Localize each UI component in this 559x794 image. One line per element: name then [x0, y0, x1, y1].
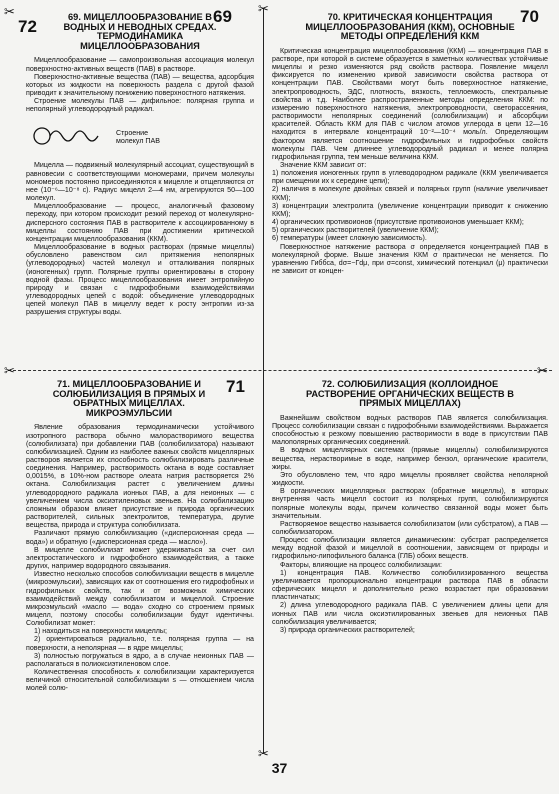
list-item: 1) положения ионогенных групп в углеводородном радикале (ККМ увеличивается при смещении их к середине цепи);: [272, 169, 548, 186]
section-title: 70. КРИТИЧЕСКАЯ КОНЦЕНТРАЦИЯ МИЦЕЛЛООБРАЗОВАНИЯ (ККМ), ОСНОВНЫЕ МЕТОДЫ ОПРЕДЕЛЕНИЯ ККМ: [305, 12, 515, 42]
paragraph: Критическая концентрация мицеллообразования (ККМ) — концентрация ПАВ в растворе, при которой в системе образуется в заметных количествах устойчивые мицеллы и резко изменяются ряд свойств раствора. Появление мицелл фиксируется по изменению кривой зависимости свойства раствора от концентрации ПАВ. Свойствами могут быть поверхностное натяжение, электропроводность, ЭДС, плотность, вязкость, теплоемкость, спектральные свойства и т.д. Наиболее распространенные методы определения ККМ: по измерению поверхностного натяжения, электропроводности, светорассеяния, растворимости неполярных соединений (солюбилизации) и абсорбции красителей. Область ККМ для ПАВ с числом атомов углерода в цепи 12—16 находится в интервале концентраций 10⁻²—10⁻⁴ моль/л. Определяющим фактором является соотношение гидрофильных и гидрофобных свойств молекулы ПАВ. Чем длиннее углеводородный радикал и менее полярна гидрофильная группа, тем меньше величина ККМ.: [272, 46, 548, 161]
ticket-number: 70: [520, 7, 539, 26]
diagram-label: Строение молекул ПАВ: [116, 129, 160, 146]
list-item: 4) органических противоионов (присутствие противоионов уменьшает ККМ);: [272, 218, 524, 227]
section-70: [272, 13, 548, 275]
section-title: 71. МИЦЕЛЛООБРАЗОВАНИЕ И СОЛЮБИЛИЗАЦИЯ В ПРЯМЫХ И ОБРАТНЫХ МИЦЕЛЛАХ. МИКРОЭМУЛЬСИИ: [52, 379, 206, 418]
paragraph: Факторы, влияющие на процесс солюбилизации:: [280, 560, 442, 569]
scissors-icon: ✂: [4, 4, 15, 19]
list-item: 3) полностью погружаться в ядро, а в случае неионных ПАВ — располагаться в полиоксиэтиленовом слое.: [26, 651, 254, 668]
paragraph: Мицеллообразование — самопроизвольная ассоциация молекул поверхностно-активных веществ (ПАВ) в растворе.: [26, 56, 254, 73]
scissors-icon: ✂: [4, 363, 15, 378]
scissors-icon: ✂: [258, 1, 269, 16]
page-number: 37: [271, 760, 288, 776]
paragraph: В водных мицеллярных системах (прямые мицеллы) солюбилизируются вещества, нерастворимые в воде, например бензол, органические красители, жиры.: [272, 446, 548, 471]
ticket-number: 69: [213, 7, 232, 26]
surfactant-molecule-icon: [32, 119, 107, 153]
section-72: [272, 380, 548, 634]
ticket-number: 72: [18, 17, 37, 36]
list-item: 6) температуры (имеет сложную зависимость).: [272, 234, 427, 243]
paragraph: Растворяемое вещество называется солюбилизатом (или субстратом), а ПАВ — солюбилизатором.: [272, 519, 548, 536]
paragraph: Мицелла — подвижный молекулярный ассоциат, существующий в равновесии с соответствующими мономерами, причем молекулы мономеров постоянно присоединяются к мицелле и отщепляются от нее (10⁻⁶—10⁻⁸ с). Радиус мицелл 2—4 нм, агрегируются 50—100 молекул.: [26, 161, 254, 203]
list-item: 3) природа органических растворителей;: [280, 625, 415, 634]
scissors-icon: ✂: [258, 746, 269, 761]
paragraph: Важнейшим свойством водных растворов ПАВ является солюбилизация. Процесс солюбилизации связан с гидрофобными взаимодействиями. Выражается способностью к резкому повышению растворимости в воде в присутствии ПАВ малополярных органических соединений.: [272, 413, 548, 447]
section-title: 69. МИЦЕЛЛООБРАЗОВАНИЕ В ВОДНЫХ И НЕВОДНЫХ СРЕДАХ. ТЕРМОДИНАМИКА МИЦЕЛЛООБРАЗОВАНИЯ: [63, 12, 217, 51]
ticket-number: 71: [226, 377, 245, 396]
paragraph: Процесс солюбилизации является динамическим: субстрат распределяется между водной фазой и мицеллой в соотношении, зависящем от природы и гидрофильно-липофильного баланса (ГЛБ) обоих веществ.: [272, 536, 548, 561]
paragraph: Это обусловлено тем, что ядро мицеллы проявляет свойства неполярной жидкости.: [272, 470, 548, 488]
paragraph: Различают прямую солюбилизацию («дисперсионная среда — вода») и обратную («дисперсионная среда — масло»).: [26, 529, 254, 546]
paragraph: Строение молекулы ПАВ — дифильное: полярная группа и неполярный углеводородный радикал.: [26, 97, 254, 114]
paragraph: Мицеллообразование в водных растворах (прямые мицеллы) обусловлено равенством сил притяжения неполярных (углеводородных) частей молекул и отталкивания полярных (ионогенных) групп. Полярные группы ориентированы в сторону водной фазы. Процесс мицеллообразования имеет энтропийную природу и связан с гидрофобными взаимодействиями углеводородных цепей с водой: объединение углеводородных цепей молекул ПАВ в мицеллу ведет к росту энтропии из-за разрушения структуры воды.: [26, 243, 254, 317]
section-divider: [8, 370, 552, 371]
list-item: 1) находиться на поверхности мицеллы;: [34, 627, 167, 636]
paragraph: В органических мицеллярных растворах (обратные мицеллы), в которых внутренняя часть мицелл состоит из полярных групп, солюбилизируются полярные молекулы воды, причем количество связанной воды может быть значительным.: [272, 487, 548, 520]
section-title: 72. СОЛЮБИЛИЗАЦИЯ (КОЛЛОИДНОЕ РАСТВОРЕНИЕ ОРГАНИЧЕСКИХ ВЕЩЕСТВ В ПРЯМЫХ МИЦЕЛЛАХ): [306, 379, 514, 409]
surfactant-molecule-diagram: [26, 117, 254, 157]
paragraph: Количественная способность к солюбилизации характеризуется величиной относительной солюбилизации s — отношением числа молей солю-: [26, 668, 254, 693]
scissors-icon: ✂: [537, 363, 548, 378]
list-item: 5) органических растворителей (увеличение ККМ);: [272, 226, 439, 235]
section-69: [26, 13, 254, 316]
paragraph: Мицеллообразование — процесс, аналогичный фазовому переходу, при котором происходит резкий переход от молекулярно-дисперсного состояния ПАВ в растворителе к ассоциированному в мицеллы состоянию ПАВ при достижении критической концентрации мицеллообразования (ККМ).: [26, 202, 254, 243]
column-divider: [263, 8, 264, 753]
list-item: 1) концентрация ПАВ. Количество солюбилизированного вещества увеличивается пропорционально концентрации раствора ПАВ в области сферических мицелл и дополнительно резко возрастает при образовании пластинчатых;: [272, 568, 548, 602]
paragraph: Известно несколько способов солюбилизации веществ в мицелле (микроэмульсии), зависящих как от соотношения его гидрофобных и гидрофильных свойств, так и от возможных химических взаимодействий между солюбилизатом и мицеллой. Строение микроэмульсий «масло — вода» сходно со строением прямых мицелл, поэтому способы солюбилизации будут идентичны. Солюбилизат может:: [26, 570, 254, 628]
paragraph: Значение ККМ зависит от:: [280, 160, 367, 169]
paragraph: В мицелле солюбилизат может удерживаться за счет сил электростатического и гидрофобного взаимодействия, а также других, например водородного связывания.: [26, 545, 254, 571]
paragraph: Явление образования термодинамически устойчивого изотропного раствора обычно малорастворимого вещества (солюбилизата) при добавлении ПАВ (солюбилизатора) называют солюбилизацией. Одним из наиболее важных свойств мицеллярных растворов является их способность солюбилизировать различные соединения. Например, растворимость октана в воде составляет 0,0015%, в 10%-ном растворе олеата натрия растворяется 2% октана. Солюбилизация растет с увеличением длины углеводородного радикала ионных ПАВ, а для неионных — с увеличением числа оксиэтиленовых звеньев. На солюбилизацию сложным образом влияет присутствие и природа органических растворителей, сильных электролитов, температура, другие вещества, природа и структура солюбилизата.: [26, 423, 254, 530]
list-item: 3) концентрации электролита (увеличение концентрации приводит к снижению ККМ);: [272, 201, 548, 218]
paragraph: Поверхностное натяжение раствора σ определяется концентрацией ПАВ в молекулярной форме. Выше значения ККМ σ практически не меняется. По уравнению Гиббса, dσ=−Гdμ, при σ=const, химический потенциал (μ) практически не зависит от концен-: [272, 242, 548, 275]
paragraph: Поверхностно-активные вещества (ПАВ) — вещества, адсорбция которых из жидкости на поверхность раздела с другой фазой приводит к значительному понижению поверхностного натяжения.: [26, 72, 254, 97]
list-item: 2) наличия в молекуле двойных связей и полярных групп (наличие увеличивает ККМ);: [272, 185, 548, 202]
list-item: 2) ориентироваться радиально, т.е. полярная группа — на поверхности, а неполярная — в ядре мицеллы;: [26, 635, 254, 652]
list-item: 2) длина углеводородного радикала ПАВ. С увеличением длины цепи для ионных ПАВ или числа оксиэтилированных звеньев для неионных ПАВ солюбилизация увеличивается;: [272, 601, 548, 626]
section-71: [26, 377, 254, 693]
